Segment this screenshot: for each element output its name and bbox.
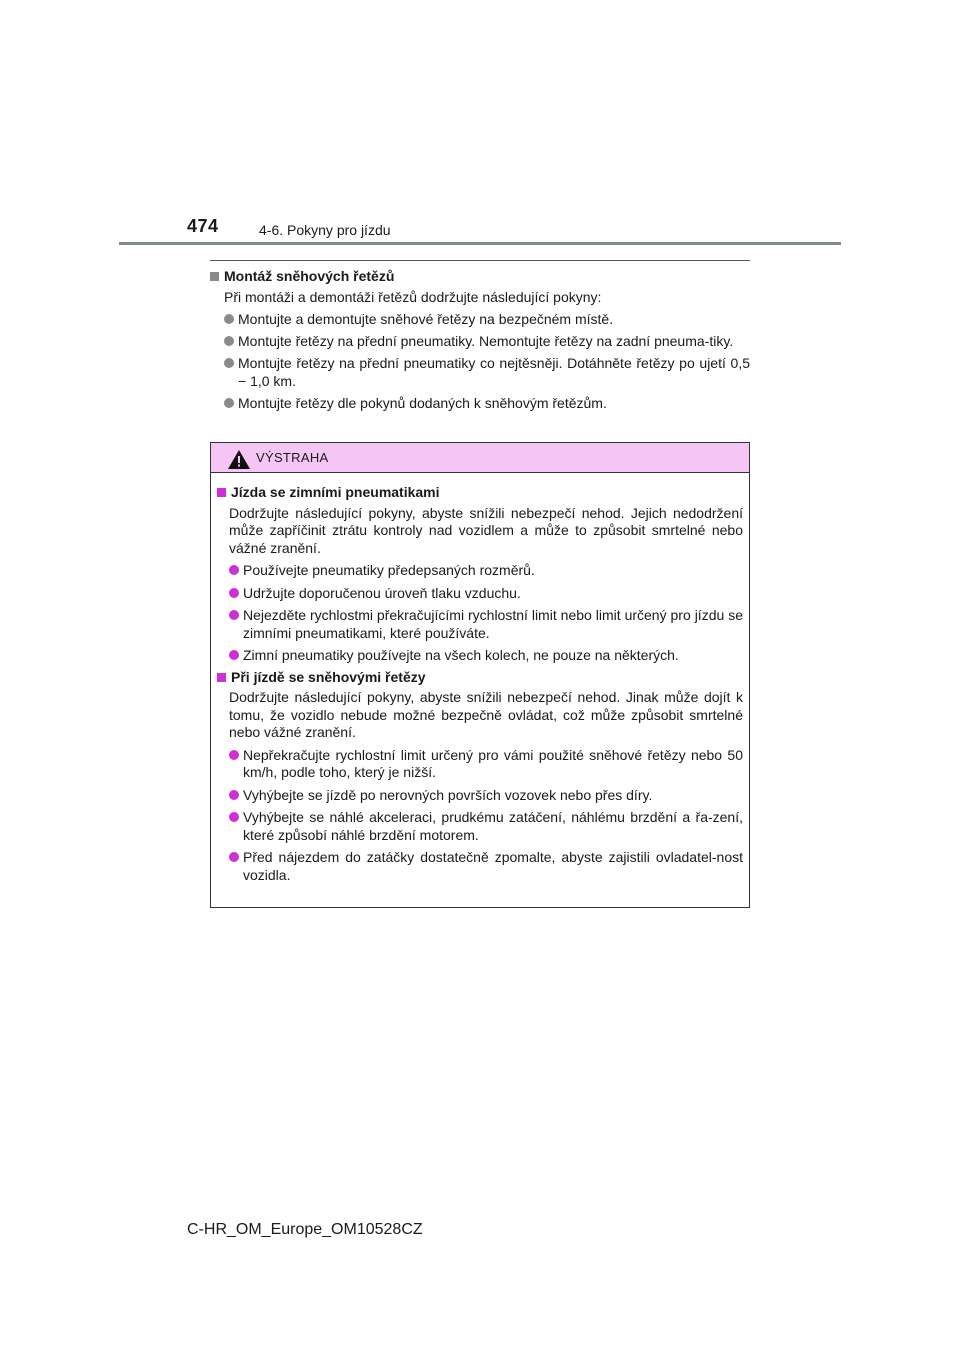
warning-section-heading: Při jízdě se sněhovými řetězy — [217, 669, 743, 687]
main-intro: Při montáži a demontáži řetězů dodržujte následující pokyny: — [224, 289, 602, 305]
circle-bullet-icon — [224, 398, 234, 408]
main-heading: Montáž sněhových řetězů — [210, 267, 750, 285]
footer-document-code: C-HR_OM_Europe_OM10528CZ — [187, 1221, 423, 1238]
list-item: Montujte řetězy dle pokynů dodaných k sněhovým řetězům. — [210, 394, 750, 412]
circle-bullet-icon — [229, 812, 239, 822]
circle-bullet-icon — [224, 358, 234, 368]
list-item: Před nájezdem do zatáčky dostatečně zpomalte, abyste zajistili ovladatel-nost vozidla. — [217, 849, 743, 884]
warning-paragraph: Dodržujte následující pokyny, abyste snížili nebezpečí nehod. Jinak může dojít k tomu, že vozidlo nebude možné bezpečně ovládat, což může způsobit smrtelné nebo vážné zranění. — [229, 689, 743, 740]
circle-bullet-icon — [229, 565, 239, 575]
circle-bullet-icon — [229, 750, 239, 760]
main-content — [210, 267, 750, 412]
warning-title: VÝSTRAHA — [256, 450, 329, 465]
list-item: Montujte a demontujte sněhové řetězy na bezpečném místě. — [210, 310, 750, 328]
circle-bullet-icon — [229, 610, 239, 620]
square-bullet-icon — [217, 673, 226, 682]
circle-bullet-icon — [229, 650, 239, 660]
page-number: 474 — [187, 216, 219, 236]
square-bullet-icon — [217, 488, 226, 497]
warning-body — [211, 473, 749, 884]
list-item: Používejte pneumatiky předepsaných rozměrů. — [217, 562, 743, 580]
list-item: Vyhýbejte se jízdě po nerovných površích vozovek nebo přes díry. — [217, 787, 743, 805]
list-item: Montujte řetězy na přední pneumatiky co nejtěsněji. Dotáhněte řetězy po ujetí 0,5 − 1,0 km. — [210, 354, 750, 390]
square-bullet-icon — [210, 272, 219, 281]
circle-bullet-icon — [224, 336, 234, 346]
warning-paragraph: Dodržujte následující pokyny, abyste snížili nebezpečí nehod. Jejich nedodržení může zapříčinit ztrátu kontroly nad vozidlem a může to způsobit smrtelné nebo vážné zranění. — [229, 504, 743, 556]
list-item: Nejezděte rychlostmi překračujícími rychlostní limit nebo limit určený pro jízdu se zimními pneumatikami, které používáte. — [217, 607, 743, 642]
list-item: Zimní pneumatiky používejte na všech kolech, ne pouze na některých. — [217, 647, 743, 665]
warning-section-snow-chains — [217, 669, 743, 885]
list-item: Montujte řetězy na přední pneumatiky. Nemontujte řetězy na zadní pneuma-tiky. — [210, 332, 750, 350]
circle-bullet-icon — [229, 790, 239, 800]
circle-bullet-icon — [229, 588, 239, 598]
section-title: 4-6. Pokyny pro jízdu — [259, 222, 391, 238]
content-top-rule — [210, 260, 750, 261]
warning-box — [210, 442, 750, 908]
circle-bullet-icon — [224, 314, 234, 324]
list-item: Vyhýbejte se náhlé akceleraci, prudkému zatáčení, náhlému brzdění a řa-zení, které způsobí náhlé brzdění motorem. — [217, 809, 743, 844]
warning-header — [211, 443, 749, 473]
circle-bullet-icon — [229, 852, 239, 862]
warning-section-heading: Jízda se zimními pneumatikami — [217, 484, 743, 502]
header-rule — [119, 242, 841, 245]
list-item: Udržujte doporučenou úroveň tlaku vzduchu. — [217, 585, 743, 603]
warning-triangle-icon — [228, 450, 250, 469]
warning-section-winter-tires — [217, 484, 743, 665]
list-item: Nepřekračujte rychlostní limit určený pro vámi použité sněhové řetězy nebo 50 km/h, podle toho, který je nižší. — [217, 747, 743, 782]
